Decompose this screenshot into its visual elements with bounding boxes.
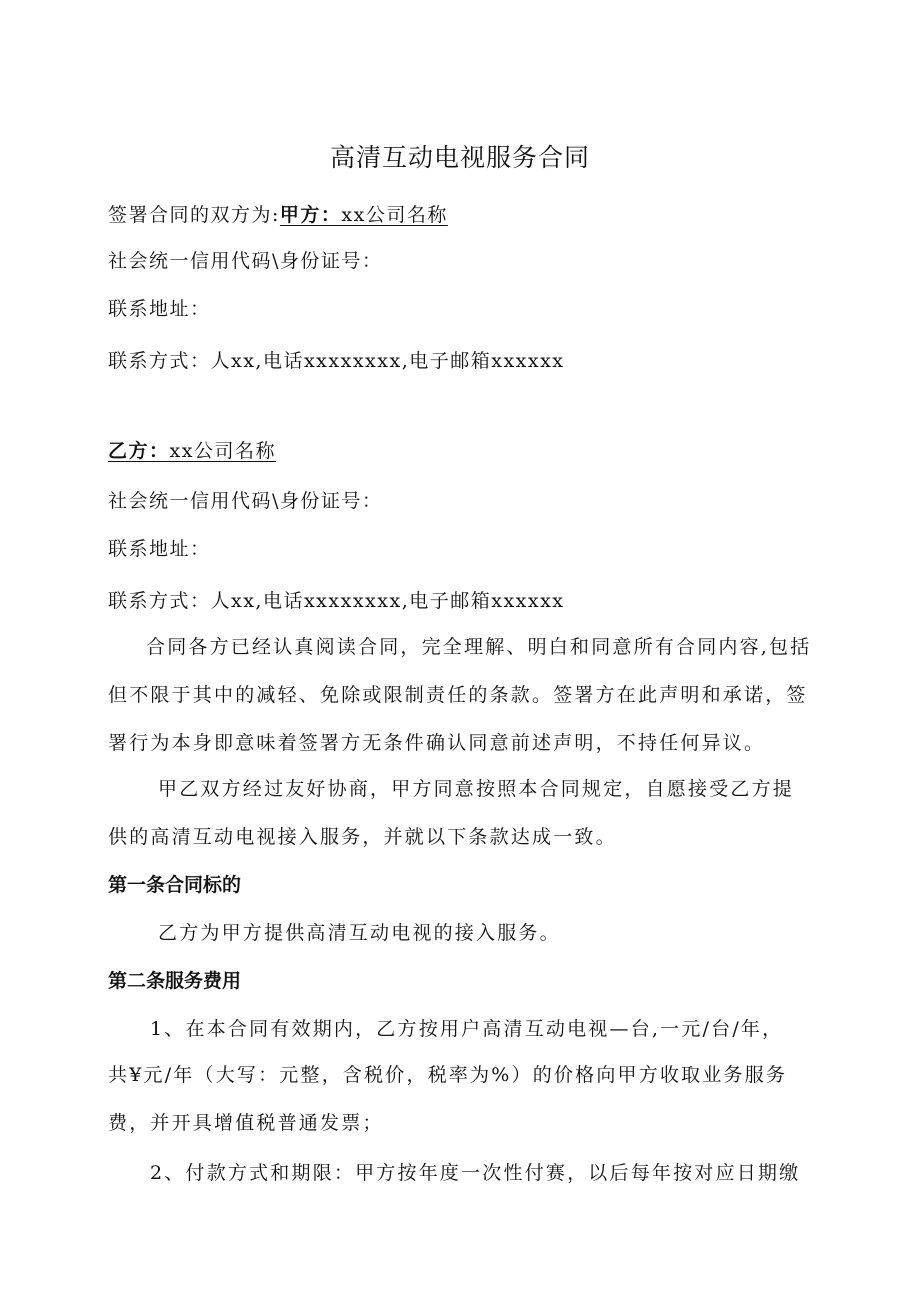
article-1-body: 乙方为甲方提供高清互动电视的接入服务。 [158, 922, 561, 944]
party-b-credit-code: 社会统一信用代码\身份证号： [108, 490, 383, 512]
party-a-label: 甲方： [279, 204, 342, 226]
party-b-label: 乙方： [108, 440, 170, 462]
party-b-heading [108, 436, 276, 463]
party-a-name: xx公司名称 [341, 204, 448, 226]
statement-line-3: 署行为本身即意味着签署方无条件确认同意前述声明，不持任何异议。 [108, 732, 766, 754]
agreement-line-1: 甲乙双方经过友好协商，甲方同意按照本合同规定，自愿接受乙方提 [158, 778, 795, 800]
article-2-item-1-line-3: 费，并开具增值税普通发票； [108, 1112, 384, 1134]
article-2-heading: 第二条服务费用 [108, 970, 242, 992]
article-2-item-2-line-1: 2、付款方式和期限：甲方按年度一次性付赛，以后每年按对应日期缴 [150, 1162, 801, 1184]
party-a-credit-code: 社会统一信用代码\身份证号： [108, 250, 383, 272]
party-b-contact: 联系方式：人xx,电话xxxxxxxx,电子邮箱xxxxxx [108, 590, 565, 612]
article-2-item-1-line-1: 1、在本合同有效期内，乙方按用户高清互动电视—台,一元/台/年， [150, 1018, 784, 1040]
page-title: 高清互动电视服务合同 [329, 143, 590, 172]
statement-line-2: 但不限于其中的减轻、免除或限制责任的条款。签署方在此声明和承诺，签 [108, 684, 808, 706]
statement-line-1: 合同各方已经认真阅读合同，完全理解、明白和同意所有合同内容,包括 [146, 636, 812, 658]
article-1-heading: 第一条合同标的 [108, 874, 242, 896]
article-2-item-1-line-2: 共¥元/年（大写：元整，含税价，税率为%）的价格向甲方收取业务服务 [108, 1064, 788, 1086]
party-intro-prefix: 签署合同的双方为: [108, 204, 280, 226]
party-intro [108, 200, 448, 227]
party-b-address: 联系地址： [108, 538, 211, 560]
party-a-address: 联系地址： [108, 298, 211, 320]
party-a-contact: 联系方式：人xx,电话xxxxxxxx,电子邮箱xxxxxx [108, 350, 565, 372]
party-b-name: xx公司名称 [169, 440, 276, 462]
agreement-line-2: 供的高清互动电视接入服务，并就以下条款达成一致。 [108, 826, 617, 848]
